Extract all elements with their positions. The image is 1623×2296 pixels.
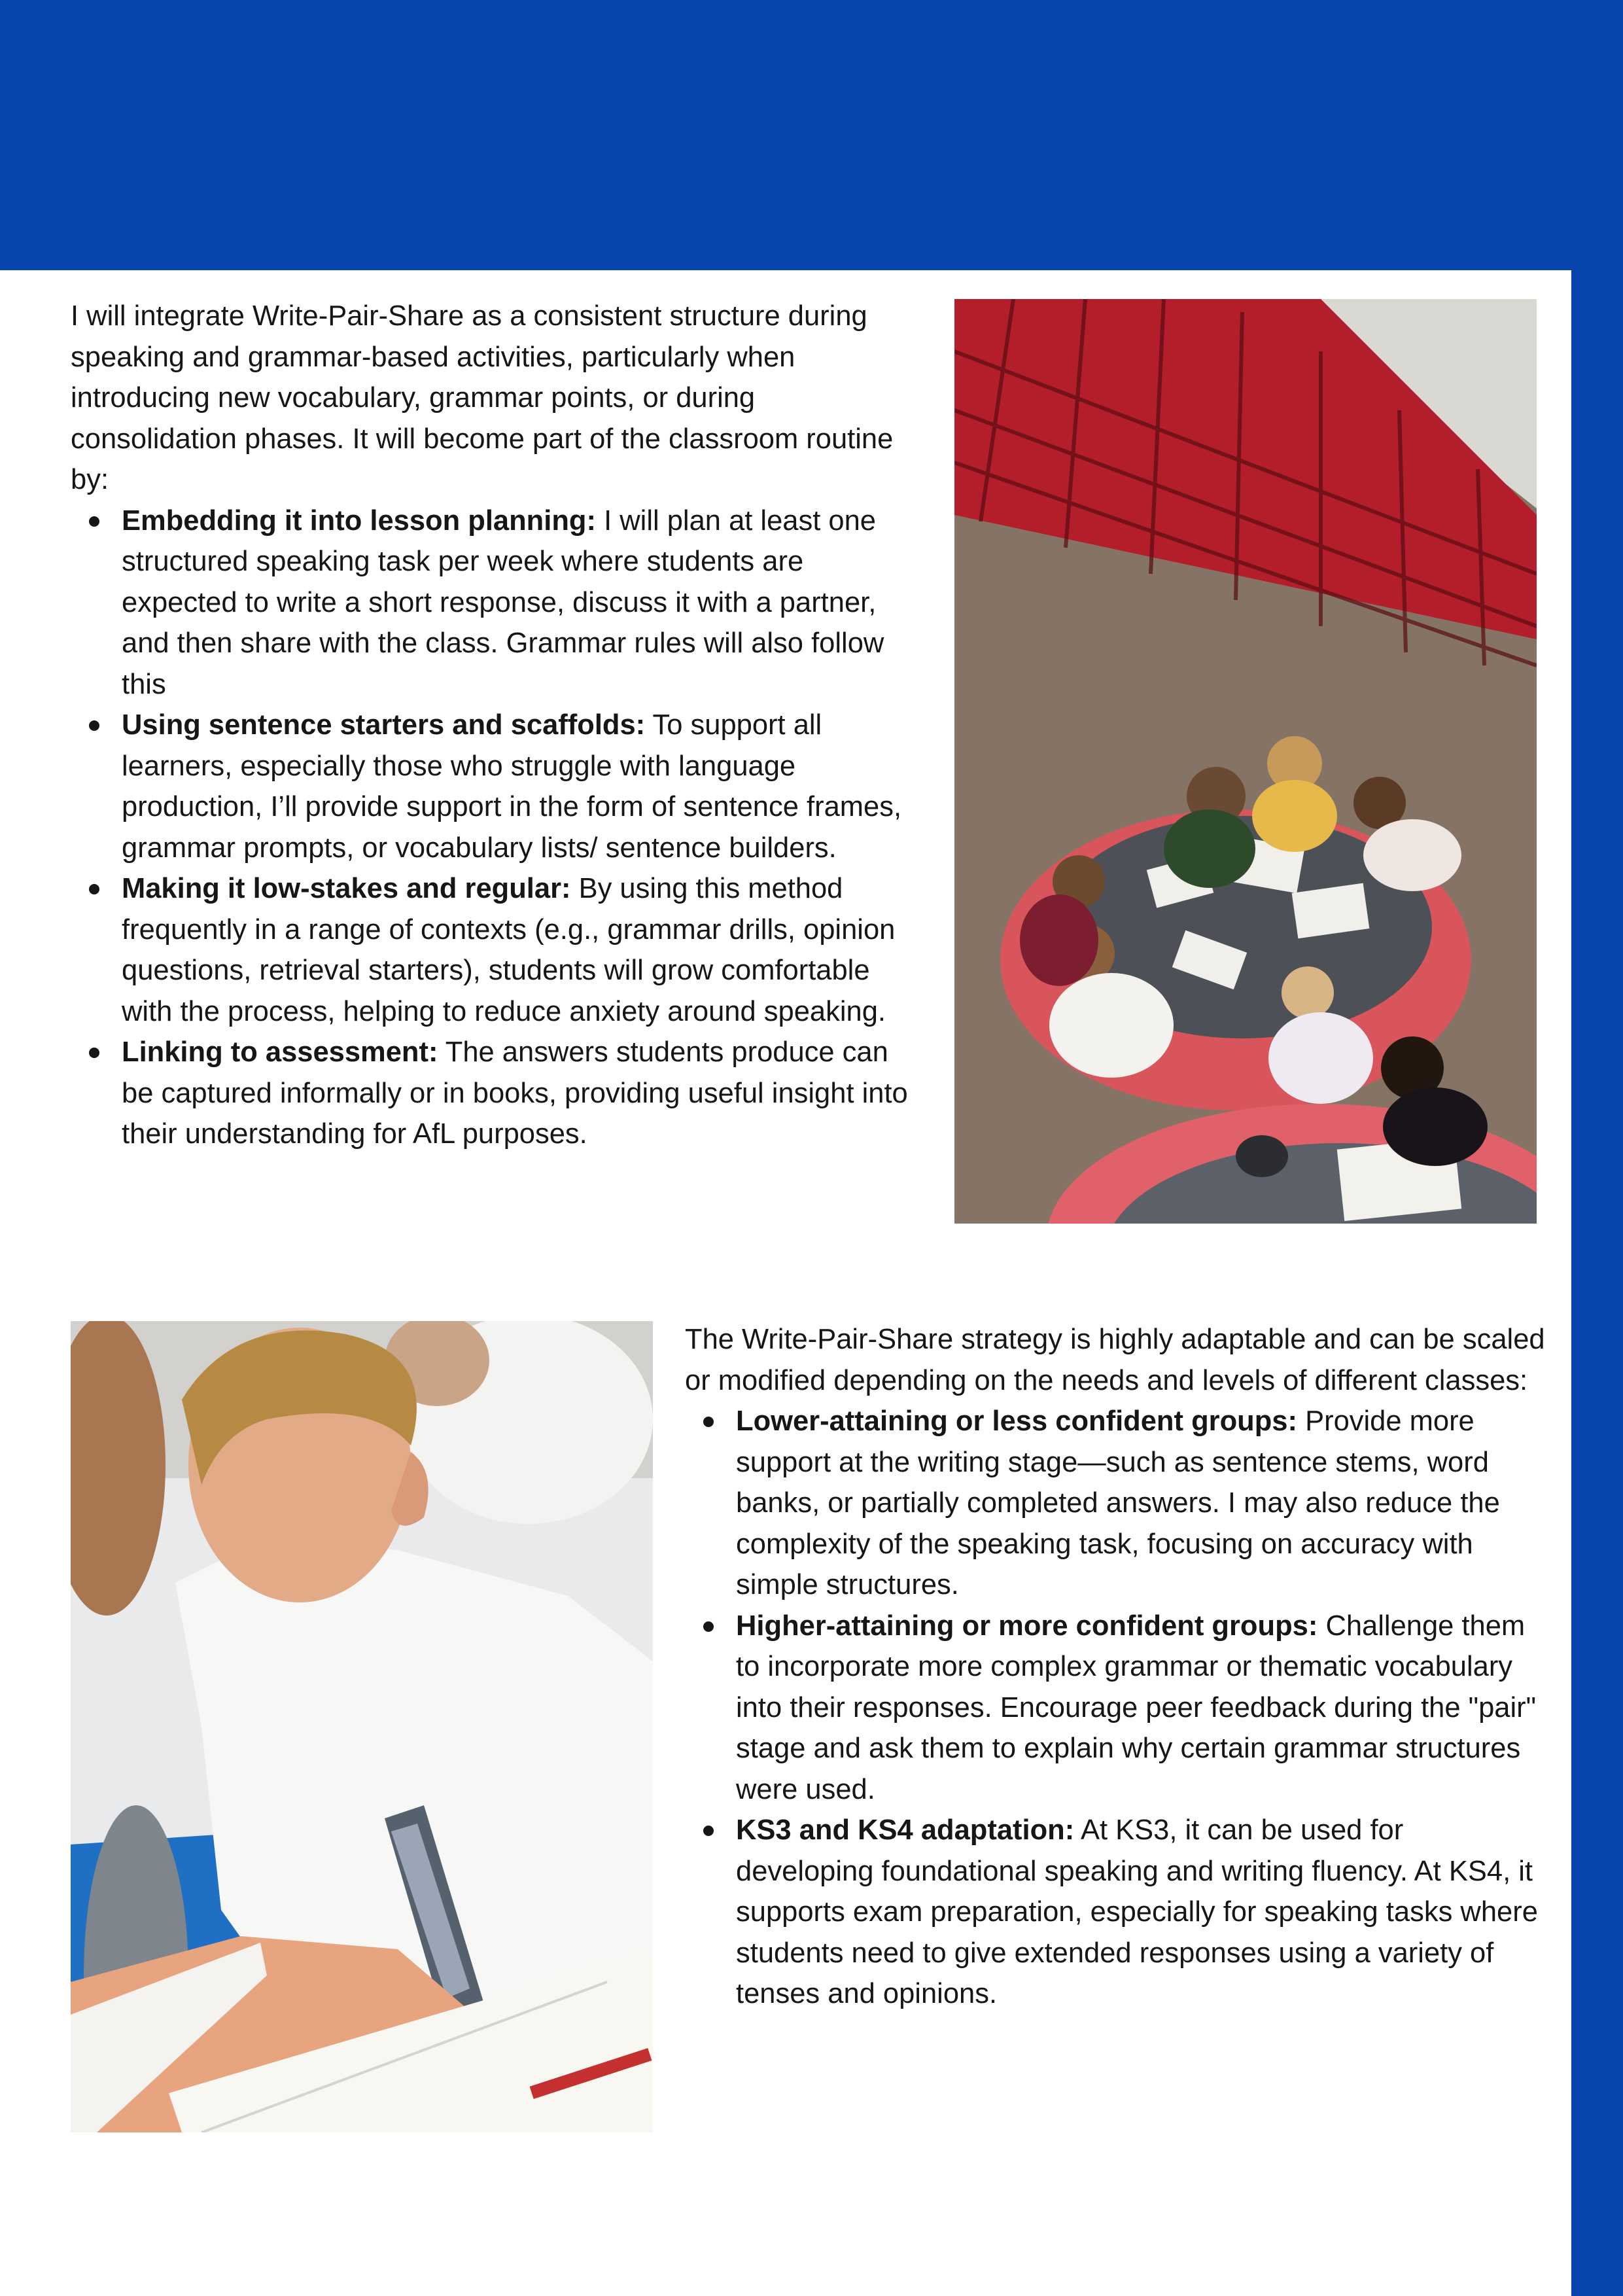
integration-intro: I will integrate Write-Pair-Share as a consistent structure during speaking and grammar-based activities, particularly when introducing new vocabulary, grammar points, or during consolidation phases. It will become part of the classroom routine by:: [71, 300, 894, 495]
item-text: The answers students produce can be captured informally or in books, providing useful insight into their understanding for AfL purposes.: [122, 1036, 908, 1150]
classroom-group-photo: [954, 299, 1537, 1224]
integration-section: [71, 296, 921, 1155]
item-text: At KS3, it can be used for developing foundational speaking and writing fluency. At KS4, it supports exam preparation, especially for speaking tasks where students need to give extended responses using a variety of tenses and opinions.: [736, 1814, 1538, 2009]
adaptation-list: [685, 1401, 1548, 2015]
student-reading-photo: [71, 1321, 653, 2132]
item-text: By using this method frequently in a range of contexts (e.g., grammar drills, opinion questions, retrieval starters), students will grow comfortable with the process, helping to reduce anxiety around speaking.: [122, 873, 896, 1027]
item-title: Lower-attaining or less confident groups:: [736, 1405, 1297, 1437]
item-title: Making it low-stakes and regular:: [122, 873, 571, 904]
item-text: Challenge them to incorporate more complex grammar or thematic vocabulary into their responses. Encourage peer feedback during the "pair" stage and ask them to explain why certain grammar structures were used.: [736, 1610, 1537, 1805]
list-item: [122, 501, 921, 705]
item-text: I will plan at least one structured speaking task per week where students are expected to write a short response, discuss it with a partner, and then share with the class. Grammar rules will also follow this: [122, 504, 884, 700]
list-item: [736, 1810, 1548, 2015]
adaptation-intro: The Write-Pair-Share strategy is highly adaptable and can be scaled or modified depending on the needs and levels of different classes:: [685, 1324, 1545, 1396]
list-item: [736, 1401, 1548, 1606]
list-item: [122, 705, 921, 868]
header-band: [0, 0, 1623, 270]
list-item: [122, 1032, 921, 1155]
adaptation-section: [685, 1319, 1548, 2015]
item-title: Using sentence starters and scaffolds:: [122, 709, 646, 741]
integration-list: [71, 501, 921, 1155]
item-title: Linking to assessment:: [122, 1036, 438, 1068]
side-band: [1571, 270, 1623, 2296]
item-title: KS3 and KS4 adaptation:: [736, 1814, 1075, 1846]
item-text: To support all learners, especially those who struggle with language production, I’ll provide support in the form of sentence frames, grammar prompts, or vocabulary lists/ sentence builders.: [122, 709, 902, 864]
item-text: Provide more support at the writing stage—such as sentence stems, word banks, or partially completed answers. I may also reduce the complexity of the speaking task, focusing on accuracy with simple structures.: [736, 1405, 1500, 1600]
item-title: Embedding it into lesson planning:: [122, 504, 596, 537]
list-item: [736, 1606, 1548, 1810]
list-item: [122, 868, 921, 1032]
item-title: Higher-attaining or more confident groups:: [736, 1610, 1318, 1642]
